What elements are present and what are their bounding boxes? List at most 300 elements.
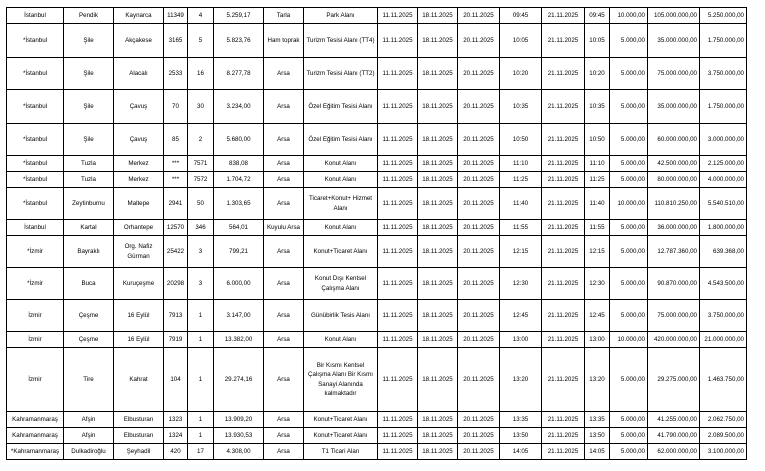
price-cell: 29.275.000,00 [648, 348, 700, 412]
price-cell: 60.000.000,00 [648, 124, 700, 156]
down-payment-cell: 5.540.510,00 [700, 188, 747, 220]
province-cell: *İzmir [7, 268, 64, 300]
area-cell: 3.234,00 [214, 90, 264, 124]
date-4-cell: 21.11.2025 [542, 268, 585, 300]
parcel-no-cell: 4 [188, 8, 214, 24]
date-3-cell: 20.11.2025 [458, 348, 500, 412]
area-cell: 13.909,20 [214, 412, 264, 428]
deposit-cell: 5.000,00 [610, 412, 648, 428]
province-cell: *İstanbul [7, 188, 64, 220]
district-cell: Çeşme [64, 300, 114, 332]
district-cell: Tire [64, 348, 114, 412]
province-cell: *İstanbul [7, 172, 64, 188]
province-cell: İzmir [7, 348, 64, 412]
property-type-cell: Kuyulu Arsa [264, 220, 304, 236]
property-type-cell: Arsa [264, 444, 304, 460]
date-3-cell: 20.11.2025 [458, 412, 500, 428]
table-row [7, 444, 747, 460]
date-1-cell: 11.11.2025 [378, 124, 418, 156]
neighborhood-cell: Orhantepe [114, 220, 164, 236]
time-1-cell: 11:25 [500, 172, 542, 188]
date-3-cell: 20.11.2025 [458, 428, 500, 444]
area-cell: 6.000,00 [214, 268, 264, 300]
zoning-cell: Konut+Ticaret Alanı [304, 428, 378, 444]
down-payment-cell: 21.000.000,00 [700, 332, 747, 348]
area-cell: 1.704,72 [214, 172, 264, 188]
time-2-cell: 10:20 [585, 58, 610, 90]
price-cell: 35.000.000,00 [648, 24, 700, 58]
date-2-cell: 18.11.2025 [418, 236, 458, 268]
parcel-no-cell: 17 [188, 444, 214, 460]
down-payment-cell: 1.800.000,00 [700, 220, 747, 236]
table-row [7, 300, 747, 332]
date-1-cell: 11.11.2025 [378, 412, 418, 428]
time-2-cell: 10:05 [585, 24, 610, 58]
date-2-cell: 18.11.2025 [418, 124, 458, 156]
property-type-cell: Arsa [264, 90, 304, 124]
time-1-cell: 10:50 [500, 124, 542, 156]
date-3-cell: 20.11.2025 [458, 220, 500, 236]
table-row [7, 156, 747, 172]
block-no-cell: *** [164, 156, 188, 172]
district-cell: Tuzla [64, 156, 114, 172]
deposit-cell: 5.000,00 [610, 236, 648, 268]
neighborhood-cell: Maltepe [114, 188, 164, 220]
date-4-cell: 21.11.2025 [542, 236, 585, 268]
date-3-cell: 20.11.2025 [458, 188, 500, 220]
date-3-cell: 20.11.2025 [458, 58, 500, 90]
date-2-cell: 18.11.2025 [418, 444, 458, 460]
property-type-cell: Arsa [264, 268, 304, 300]
parcel-no-cell: 2 [188, 124, 214, 156]
block-no-cell: 12570 [164, 220, 188, 236]
parcel-no-cell: 7571 [188, 156, 214, 172]
date-4-cell: 21.11.2025 [542, 24, 585, 58]
date-3-cell: 20.11.2025 [458, 8, 500, 24]
table-row [7, 332, 747, 348]
area-cell: 8.277,78 [214, 58, 264, 90]
date-2-cell: 18.11.2025 [418, 156, 458, 172]
price-cell: 75.000.000,00 [648, 58, 700, 90]
zoning-cell: T1 Ticari Alan [304, 444, 378, 460]
time-2-cell: 11:40 [585, 188, 610, 220]
time-1-cell: 12:45 [500, 300, 542, 332]
province-cell: *İstanbul [7, 124, 64, 156]
down-payment-cell: 2.125.000,00 [700, 156, 747, 172]
price-cell: 36.000.000,00 [648, 220, 700, 236]
district-cell: Tuzla [64, 172, 114, 188]
time-1-cell: 11:10 [500, 156, 542, 172]
property-type-cell: Arsa [264, 58, 304, 90]
deposit-cell: 5.000,00 [610, 58, 648, 90]
property-type-cell: Arsa [264, 348, 304, 412]
table-row [7, 90, 747, 124]
block-no-cell: 7913 [164, 300, 188, 332]
date-3-cell: 20.11.2025 [458, 444, 500, 460]
zoning-cell: Konut+Ticaret Alanı [304, 236, 378, 268]
zoning-cell: Konut Alanı [304, 156, 378, 172]
area-cell: 13.382,00 [214, 332, 264, 348]
time-1-cell: 13:00 [500, 332, 542, 348]
property-type-cell: Arsa [264, 172, 304, 188]
zoning-cell: Turizm Tesisi Alanı (TT2) [304, 58, 378, 90]
down-payment-cell: 1.463.750,00 [700, 348, 747, 412]
district-cell: Afşin [64, 428, 114, 444]
date-2-cell: 18.11.2025 [418, 58, 458, 90]
property-type-cell: Ham toprak [264, 24, 304, 58]
neighborhood-cell: Org. Nafiz Gürman [114, 236, 164, 268]
province-cell: *İstanbul [7, 156, 64, 172]
table-row [7, 348, 747, 412]
district-cell: Afşin [64, 412, 114, 428]
price-cell: 110.810.250,00 [648, 188, 700, 220]
block-no-cell: 70 [164, 90, 188, 124]
property-type-cell: Arsa [264, 124, 304, 156]
parcel-no-cell: 1 [188, 412, 214, 428]
property-type-cell: Arsa [264, 156, 304, 172]
down-payment-cell: 4.000.000,00 [700, 172, 747, 188]
date-2-cell: 18.11.2025 [418, 24, 458, 58]
price-cell: 35.000.000,00 [648, 90, 700, 124]
area-cell: 799,21 [214, 236, 264, 268]
date-4-cell: 21.11.2025 [542, 428, 585, 444]
deposit-cell: 5.000,00 [610, 428, 648, 444]
zoning-cell: Bir Kısmı Kentsel Çalışma Alanı Bir Kısmı Sanayi Alanında kalmaktadır [304, 348, 378, 412]
time-1-cell: 13:20 [500, 348, 542, 412]
province-cell: İzmir [7, 300, 64, 332]
deposit-cell: 5.000,00 [610, 124, 648, 156]
time-2-cell: 13:35 [585, 412, 610, 428]
date-2-cell: 18.11.2025 [418, 348, 458, 412]
neighborhood-cell: 16 Eylül [114, 332, 164, 348]
price-cell: 105.000.000,00 [648, 8, 700, 24]
deposit-cell: 5.000,00 [610, 300, 648, 332]
deposit-cell: 5.000,00 [610, 268, 648, 300]
neighborhood-cell: Alacalı [114, 58, 164, 90]
date-4-cell: 21.11.2025 [542, 220, 585, 236]
parcel-no-cell: 50 [188, 188, 214, 220]
area-cell: 13.930,53 [214, 428, 264, 444]
block-no-cell: 7919 [164, 332, 188, 348]
price-cell: 90.870.000,00 [648, 268, 700, 300]
district-cell: Şile [64, 24, 114, 58]
date-4-cell: 21.11.2025 [542, 188, 585, 220]
time-1-cell: 10:35 [500, 90, 542, 124]
date-2-cell: 18.11.2025 [418, 220, 458, 236]
down-payment-cell: 3.750.000,00 [700, 58, 747, 90]
date-2-cell: 18.11.2025 [418, 428, 458, 444]
date-2-cell: 18.11.2025 [418, 8, 458, 24]
down-payment-cell: 3.000.000,00 [700, 124, 747, 156]
time-2-cell: 12:45 [585, 300, 610, 332]
province-cell: Kahramanmaraş [7, 428, 64, 444]
time-2-cell: 10:35 [585, 90, 610, 124]
date-2-cell: 18.11.2025 [418, 188, 458, 220]
table-row [7, 220, 747, 236]
time-1-cell: 09:45 [500, 8, 542, 24]
block-no-cell: 1324 [164, 428, 188, 444]
date-2-cell: 18.11.2025 [418, 268, 458, 300]
table-row [7, 124, 747, 156]
date-2-cell: 18.11.2025 [418, 300, 458, 332]
province-cell: *İstanbul [7, 58, 64, 90]
parcel-no-cell: 3 [188, 268, 214, 300]
date-1-cell: 11.11.2025 [378, 58, 418, 90]
neighborhood-cell: Kaynarca [114, 8, 164, 24]
neighborhood-cell: Elbusturan [114, 428, 164, 444]
district-cell: Pendik [64, 8, 114, 24]
price-cell: 80.000.000,00 [648, 172, 700, 188]
table-body [7, 8, 747, 460]
table-row [7, 412, 747, 428]
date-4-cell: 21.11.2025 [542, 300, 585, 332]
date-3-cell: 20.11.2025 [458, 172, 500, 188]
district-cell: Kartal [64, 220, 114, 236]
price-cell: 42.500.000,00 [648, 156, 700, 172]
zoning-cell: Park Alanı [304, 8, 378, 24]
price-cell: 75.000.000,00 [648, 300, 700, 332]
date-1-cell: 11.11.2025 [378, 236, 418, 268]
table-row [7, 188, 747, 220]
date-4-cell: 21.11.2025 [542, 332, 585, 348]
down-payment-cell: 3.100.000,00 [700, 444, 747, 460]
neighborhood-cell: 16 Eylül [114, 300, 164, 332]
block-no-cell: 20298 [164, 268, 188, 300]
neighborhood-cell: Merkez [114, 156, 164, 172]
zoning-cell: Konut Alanı [304, 332, 378, 348]
deposit-cell: 5.000,00 [610, 348, 648, 412]
neighborhood-cell: Akçakese [114, 24, 164, 58]
down-payment-cell: 639.368,00 [700, 236, 747, 268]
date-3-cell: 20.11.2025 [458, 268, 500, 300]
time-2-cell: 14:05 [585, 444, 610, 460]
date-4-cell: 21.11.2025 [542, 412, 585, 428]
parcel-no-cell: 16 [188, 58, 214, 90]
neighborhood-cell: Kuruçeşme [114, 268, 164, 300]
price-cell: 41.255.000,00 [648, 412, 700, 428]
province-cell: Kahramanmaraş [7, 412, 64, 428]
time-1-cell: 12:30 [500, 268, 542, 300]
date-1-cell: 11.11.2025 [378, 220, 418, 236]
zoning-cell: Turizm Tesisi Alanı (TT4) [304, 24, 378, 58]
date-4-cell: 21.11.2025 [542, 90, 585, 124]
date-4-cell: 21.11.2025 [542, 444, 585, 460]
date-4-cell: 21.11.2025 [542, 348, 585, 412]
block-no-cell: *** [164, 172, 188, 188]
date-3-cell: 20.11.2025 [458, 236, 500, 268]
parcel-no-cell: 30 [188, 90, 214, 124]
date-2-cell: 18.11.2025 [418, 332, 458, 348]
area-cell: 4.308,00 [214, 444, 264, 460]
district-cell: Bayraklı [64, 236, 114, 268]
date-3-cell: 20.11.2025 [458, 332, 500, 348]
district-cell: Çeşme [64, 332, 114, 348]
deposit-cell: 5.000,00 [610, 156, 648, 172]
block-no-cell: 3165 [164, 24, 188, 58]
time-2-cell: 13:50 [585, 428, 610, 444]
time-1-cell: 14:05 [500, 444, 542, 460]
property-type-cell: Arsa [264, 300, 304, 332]
date-3-cell: 20.11.2025 [458, 124, 500, 156]
table-row [7, 428, 747, 444]
deposit-cell: 10.000,00 [610, 8, 648, 24]
district-cell: Buca [64, 268, 114, 300]
zoning-cell: Ticaret+Konut+ Hizmet Alanı [304, 188, 378, 220]
deposit-cell: 5.000,00 [610, 24, 648, 58]
block-no-cell: 2533 [164, 58, 188, 90]
price-cell: 12.787.360,00 [648, 236, 700, 268]
time-2-cell: 11:55 [585, 220, 610, 236]
property-type-cell: Arsa [264, 412, 304, 428]
down-payment-cell: 3.750.000,00 [700, 300, 747, 332]
parcel-no-cell: 1 [188, 332, 214, 348]
time-1-cell: 12:15 [500, 236, 542, 268]
property-type-cell: Tarla [264, 8, 304, 24]
area-cell: 838,08 [214, 156, 264, 172]
neighborhood-cell: Şeyhadil [114, 444, 164, 460]
down-payment-cell: 5.250.000,00 [700, 8, 747, 24]
area-cell: 29.274,16 [214, 348, 264, 412]
block-no-cell: 11349 [164, 8, 188, 24]
date-1-cell: 11.11.2025 [378, 332, 418, 348]
time-2-cell: 12:30 [585, 268, 610, 300]
price-cell: 62.000.000,00 [648, 444, 700, 460]
area-cell: 564,01 [214, 220, 264, 236]
date-2-cell: 18.11.2025 [418, 90, 458, 124]
province-cell: *Kahramanmaraş [7, 444, 64, 460]
date-1-cell: 11.11.2025 [378, 268, 418, 300]
price-cell: 420.000.000,00 [648, 332, 700, 348]
zoning-cell: Konut Alanı [304, 220, 378, 236]
parcel-no-cell: 346 [188, 220, 214, 236]
district-cell: Şile [64, 90, 114, 124]
down-payment-cell: 2.089.500,00 [700, 428, 747, 444]
deposit-cell: 5.000,00 [610, 172, 648, 188]
date-1-cell: 11.11.2025 [378, 444, 418, 460]
deposit-cell: 10.000,00 [610, 188, 648, 220]
district-cell: Zeytinburnu [64, 188, 114, 220]
deposit-cell: 10.000,00 [610, 332, 648, 348]
table-row [7, 172, 747, 188]
date-3-cell: 20.11.2025 [458, 300, 500, 332]
time-2-cell: 11:25 [585, 172, 610, 188]
deposit-cell: 5.000,00 [610, 444, 648, 460]
date-2-cell: 18.11.2025 [418, 172, 458, 188]
date-4-cell: 21.11.2025 [542, 58, 585, 90]
down-payment-cell: 2.062.750,00 [700, 412, 747, 428]
area-cell: 3.147,00 [214, 300, 264, 332]
block-no-cell: 420 [164, 444, 188, 460]
parcel-no-cell: 1 [188, 428, 214, 444]
date-1-cell: 11.11.2025 [378, 428, 418, 444]
block-no-cell: 1323 [164, 412, 188, 428]
area-cell: 5.259,17 [214, 8, 264, 24]
zoning-cell: Konut Alanı [304, 172, 378, 188]
down-payment-cell: 1.750.000,00 [700, 90, 747, 124]
date-4-cell: 21.11.2025 [542, 172, 585, 188]
district-cell: Şile [64, 58, 114, 90]
province-cell: *İzmir [7, 236, 64, 268]
table-row [7, 58, 747, 90]
property-type-cell: Arsa [264, 428, 304, 444]
province-cell: *İstanbul [7, 24, 64, 58]
parcel-no-cell: 1 [188, 300, 214, 332]
zoning-cell: Özel Eğitim Tesisi Alanı [304, 90, 378, 124]
date-1-cell: 11.11.2025 [378, 24, 418, 58]
table-row [7, 8, 747, 24]
parcel-no-cell: 5 [188, 24, 214, 58]
parcel-no-cell: 7572 [188, 172, 214, 188]
zoning-cell: Konut+Ticaret Alanı [304, 412, 378, 428]
deposit-cell: 5.000,00 [610, 220, 648, 236]
down-payment-cell: 4.543.500,00 [700, 268, 747, 300]
time-1-cell: 11:40 [500, 188, 542, 220]
neighborhood-cell: Merkez [114, 172, 164, 188]
date-4-cell: 21.11.2025 [542, 8, 585, 24]
date-1-cell: 11.11.2025 [378, 188, 418, 220]
zoning-cell: Özel Eğitim Tesisi Alanı [304, 124, 378, 156]
area-cell: 5.680,00 [214, 124, 264, 156]
date-1-cell: 11.11.2025 [378, 172, 418, 188]
date-1-cell: 11.11.2025 [378, 90, 418, 124]
block-no-cell: 2941 [164, 188, 188, 220]
time-1-cell: 10:20 [500, 58, 542, 90]
down-payment-cell: 1.750.000,00 [700, 24, 747, 58]
area-cell: 5.823,76 [214, 24, 264, 58]
time-2-cell: 13:00 [585, 332, 610, 348]
province-cell: İstanbul [7, 8, 64, 24]
time-2-cell: 10:50 [585, 124, 610, 156]
table-row [7, 24, 747, 58]
block-no-cell: 104 [164, 348, 188, 412]
neighborhood-cell: Çavuş [114, 90, 164, 124]
province-cell: *İstanbul [7, 90, 64, 124]
date-1-cell: 11.11.2025 [378, 156, 418, 172]
time-2-cell: 12:15 [585, 236, 610, 268]
parcel-no-cell: 1 [188, 348, 214, 412]
time-1-cell: 13:50 [500, 428, 542, 444]
area-cell: 1.303,65 [214, 188, 264, 220]
district-cell: Dulkadiroğlu [64, 444, 114, 460]
date-2-cell: 18.11.2025 [418, 412, 458, 428]
parcel-no-cell: 3 [188, 236, 214, 268]
time-1-cell: 13:35 [500, 412, 542, 428]
neighborhood-cell: Kahrat [114, 348, 164, 412]
property-type-cell: Arsa [264, 188, 304, 220]
property-type-cell: Arsa [264, 236, 304, 268]
neighborhood-cell: Çavuş [114, 124, 164, 156]
date-1-cell: 11.11.2025 [378, 348, 418, 412]
block-no-cell: 85 [164, 124, 188, 156]
date-3-cell: 20.11.2025 [458, 90, 500, 124]
land-sale-table [6, 7, 747, 460]
zoning-cell: Konut Dışı Kentsel Çalışma Alanı [304, 268, 378, 300]
date-1-cell: 11.11.2025 [378, 8, 418, 24]
block-no-cell: 25422 [164, 236, 188, 268]
province-cell: İstanbul [7, 220, 64, 236]
table-row [7, 268, 747, 300]
date-4-cell: 21.11.2025 [542, 124, 585, 156]
time-2-cell: 13:20 [585, 348, 610, 412]
date-3-cell: 20.11.2025 [458, 156, 500, 172]
table-row [7, 236, 747, 268]
date-3-cell: 20.11.2025 [458, 24, 500, 58]
date-1-cell: 11.11.2025 [378, 300, 418, 332]
time-2-cell: 11:10 [585, 156, 610, 172]
district-cell: Şile [64, 124, 114, 156]
province-cell: İzmir [7, 332, 64, 348]
time-1-cell: 10:05 [500, 24, 542, 58]
